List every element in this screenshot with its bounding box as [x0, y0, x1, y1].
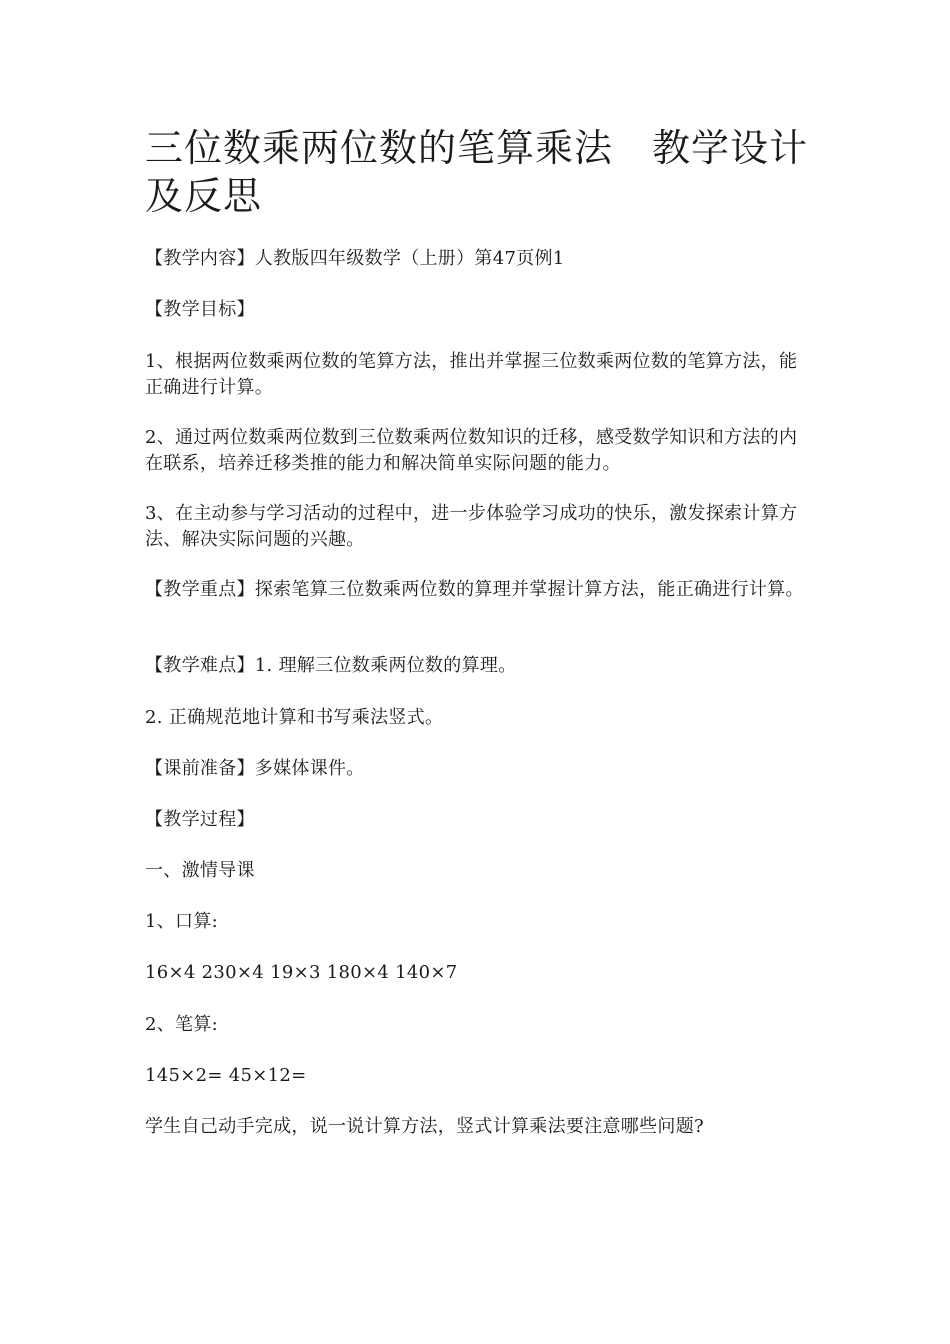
document-title: 三位数乘两位数的笔算乘法 教学设计及反思 — [145, 126, 809, 218]
goal-2: 2、通过两位数乘两位数到三位数乘两位数知识的迁移，感受数学知识和方法的内在联系，培养迁移类推的能力和解决简单实际问题的能力。 — [145, 427, 798, 474]
teaching-difficulty-2: 2. 正确规范地计算和书写乘法竖式。 — [145, 707, 444, 728]
written-math-problems: 145×2= 45×12= — [145, 1065, 307, 1086]
teaching-content: 【教学内容】人教版四年级数学（上册）第47页例1 — [145, 248, 565, 269]
mental-math-heading: 1、口算: — [145, 911, 219, 932]
teaching-difficulty-1: 【教学难点】1. 理解三位数乘两位数的算理。 — [145, 655, 517, 676]
goal-3: 3、在主动参与学习活动的过程中，进一步体验学习成功的快乐，激发探索计算方法、解决实际问题的兴趣。 — [145, 503, 798, 550]
goal-1: 1、根据两位数乘两位数的笔算方法，推出并掌握三位数乘两位数的笔算方法，能正确进行计算。 — [145, 351, 798, 398]
written-math-heading: 2、笔算: — [145, 1014, 219, 1035]
mental-math-problems: 16×4 230×4 19×3 180×4 140×7 — [145, 962, 458, 983]
class-preparation: 【课前准备】多媒体课件。 — [145, 758, 365, 779]
teaching-key-points: 【教学重点】探索笔算三位数乘两位数的算理并掌握计算方法，能正确进行计算。 — [145, 579, 804, 600]
teaching-process-heading: 【教学过程】 — [145, 809, 255, 830]
section-intro: 一、激情导课 — [145, 860, 255, 881]
student-instruction: 学生自己动手完成，说一说计算方法，竖式计算乘法要注意哪些问题? — [145, 1116, 704, 1137]
teaching-goals-heading: 【教学目标】 — [145, 299, 255, 320]
